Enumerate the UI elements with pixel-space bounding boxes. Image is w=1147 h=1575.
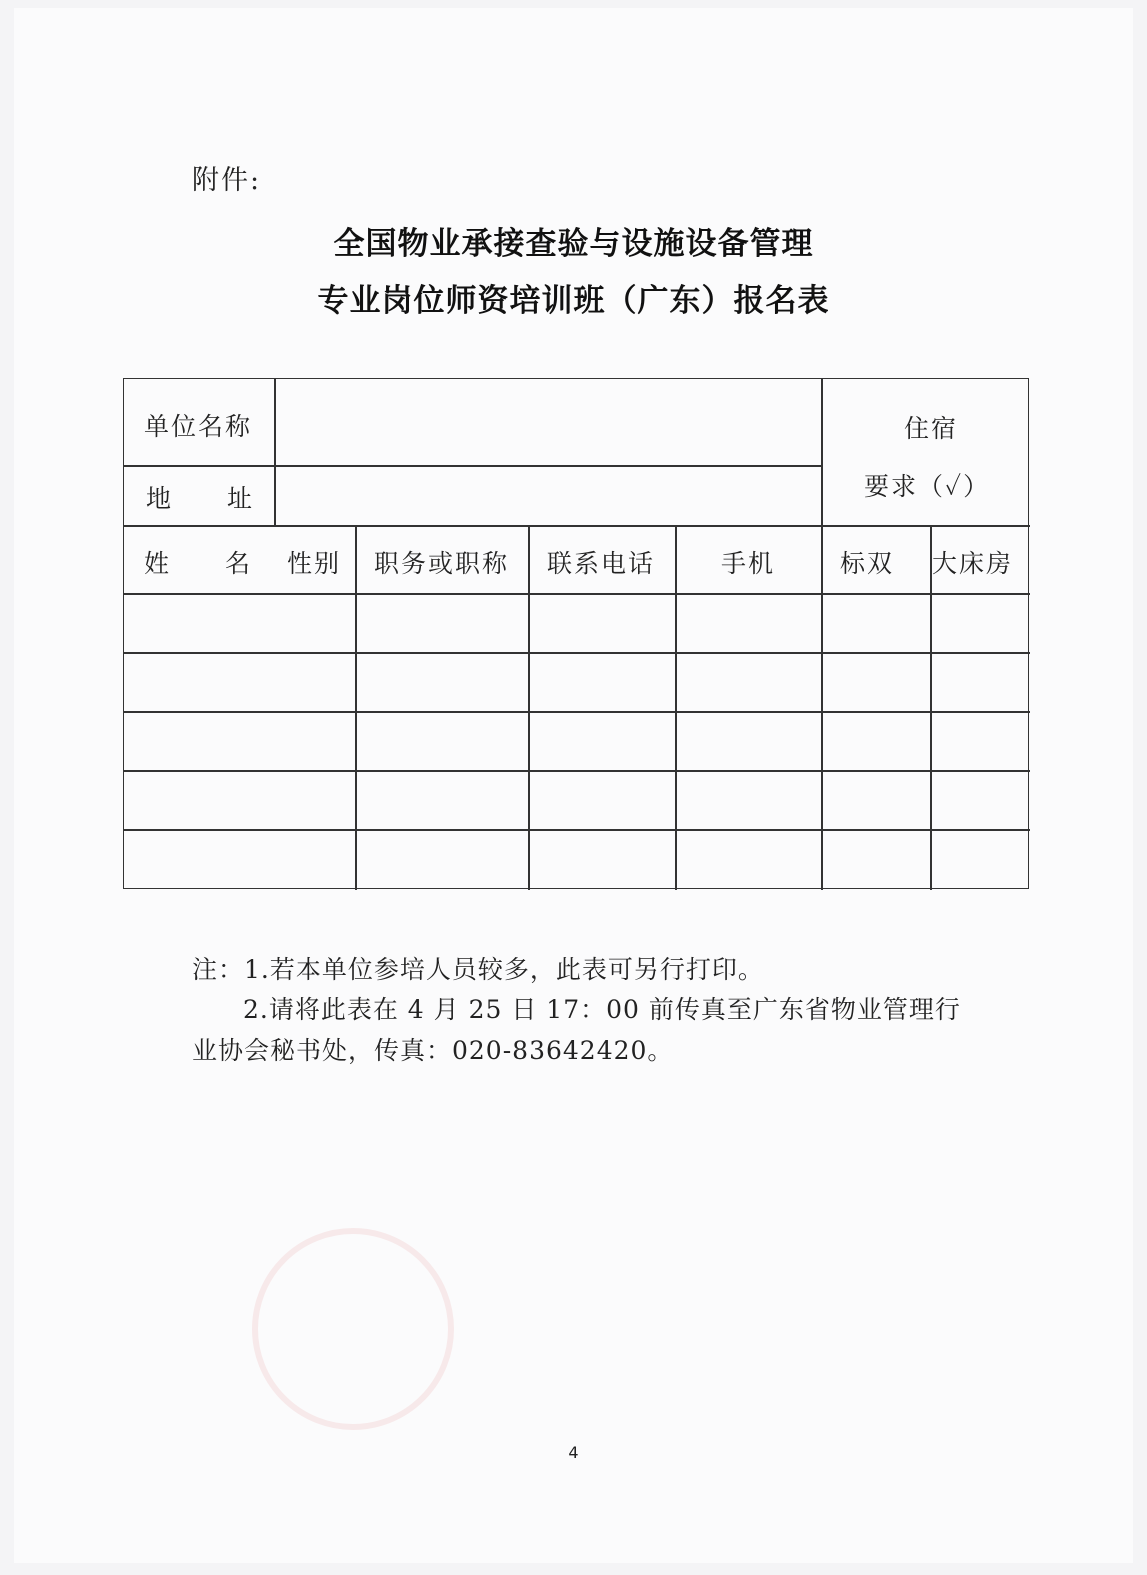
table-line — [821, 379, 823, 890]
table-line — [124, 525, 1030, 527]
gender-header: 性别 — [287, 549, 342, 578]
faint-seal-stamp — [252, 1228, 454, 1430]
lodging-label: 住宿 — [904, 414, 959, 443]
table-line — [124, 593, 1030, 595]
table-line — [124, 829, 1030, 831]
document-title-line-2: 专业岗位师资培训班（广东）报名表 — [317, 283, 830, 319]
note-1: 注：1.若本单位参培人员较多，此表可另行打印。 — [192, 955, 764, 984]
standard-room-header: 标双 — [840, 549, 895, 578]
table-line — [675, 525, 677, 890]
table-line — [274, 379, 276, 525]
note-2-line-2: 业协会秘书处，传真：020-83642420。 — [192, 1036, 674, 1065]
name-header: 姓 名 — [144, 549, 253, 578]
table-line — [124, 711, 1030, 713]
attachment-label: 附件: — [192, 165, 262, 196]
table-line — [124, 652, 1030, 654]
phone-header: 联系电话 — [547, 549, 656, 578]
king-room-header: 大床房 — [932, 549, 1014, 578]
page-number: 4 — [568, 1443, 579, 1462]
table-line — [124, 465, 821, 467]
note-2-line-1: 2.请将此表在 4 月 25 日 17：00 前传真至广东省物业管理行 — [243, 995, 961, 1024]
mobile-header: 手机 — [721, 549, 776, 578]
table-line — [124, 770, 1030, 772]
unit-name-label: 单位名称 — [144, 412, 253, 441]
table-line — [528, 525, 530, 890]
address-label: 地 址 — [146, 484, 255, 513]
position-header: 职务或职称 — [374, 549, 510, 578]
document-title-line-1: 全国物业承接查验与设施设备管理 — [333, 226, 814, 262]
lodging-requirement-label: 要求（✓） — [864, 472, 991, 501]
registration-form-table — [123, 378, 1029, 889]
table-line — [355, 525, 357, 890]
